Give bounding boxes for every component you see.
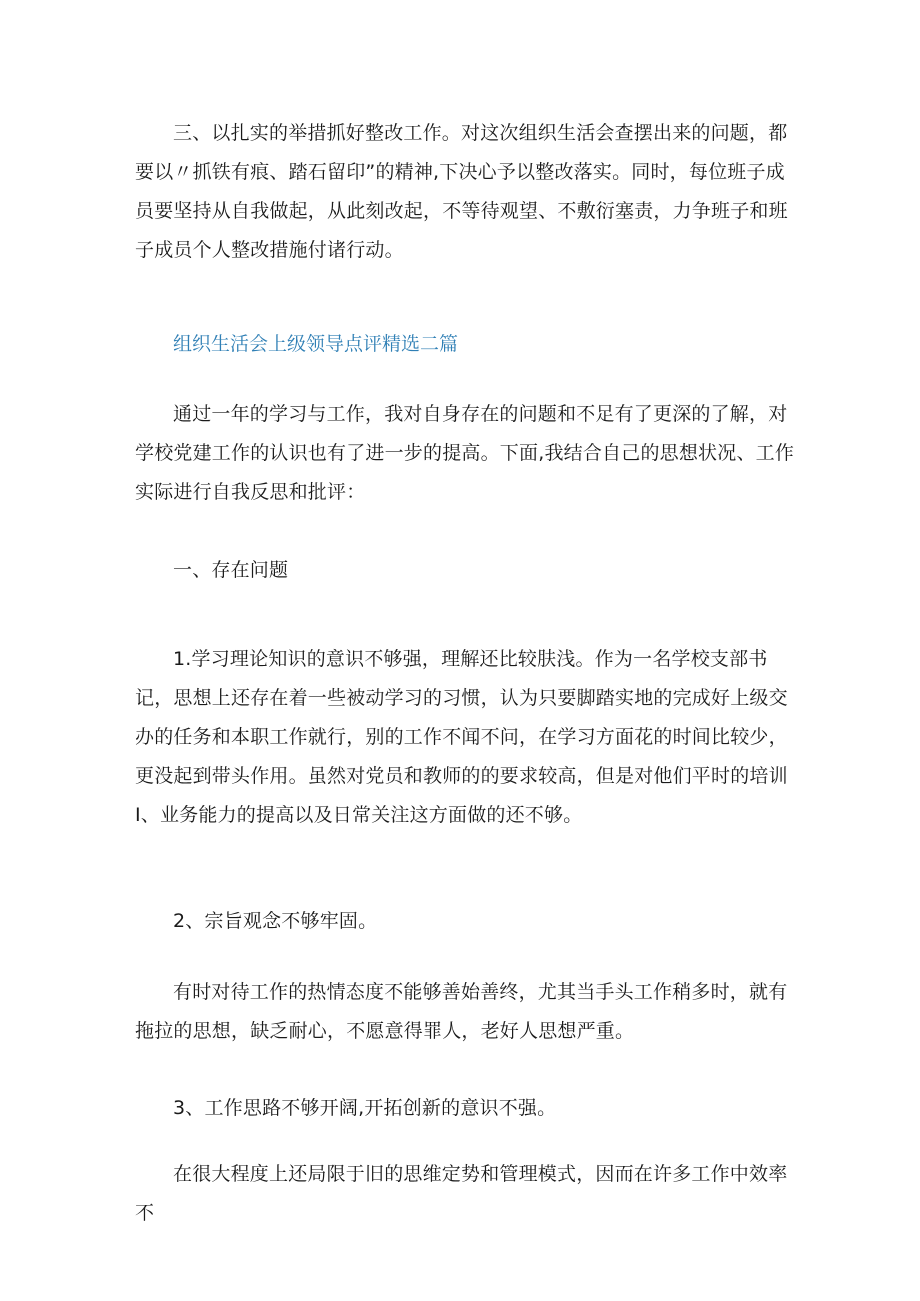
section-title-link[interactable]: 组织生活会上级领导点评精选二篇 <box>173 333 459 355</box>
paragraph-self-reflection-intro: 通过一年的学习与工作，我对自身存在的问题和不足有了更深的了解，对学校党建工作的认识也有了进一步的提高。下面,我结合自己的思想状况、工作实际进行自我反思和批评： <box>135 403 795 503</box>
paragraph-old-thinking-patterns: 在很大程度上还局限于旧的思维定势和管理模式，因而在许多工作中效率不 <box>135 1163 788 1224</box>
paragraph-study-awareness: 1.学习理论知识的意识不够强，理解还比较肤浅。作为一名学校支部书记，思想上还存在着一些被动学习的习惯，认为只要脚踏实地的完成好上级交办的任务和本职工作就行，别的工作不闻不问，在学习方面花的时间比较少，更没起到带头作用。虽然对党员和教师的的要求较高，但是对他们平时的培训I、业务能力的提高以及日常关注这方面做的还不够。 <box>135 648 788 826</box>
heading-existing-problems: 一、存在问题 <box>173 559 289 581</box>
paragraph-rectification-measures: 三、以扎实的举措抓好整改工作。对这次组织生活会查摆出来的问题，都要以〃抓铁有痕、踏石留印”的精神,下决心予以整改落实。同时，每位班子成员要坚持从自我做起，从此刻改起，不等待观望、不敷衍塞责，力争班子和班子成员个人整改措施付诸行动。 <box>135 122 788 261</box>
heading-work-thinking: 3、工作思路不够开阔,开拓创新的意识不强。 <box>173 1097 557 1119</box>
paragraph-work-attitude: 有时对待工作的热情态度不能够善始善终，尤其当手头工作稍多时，就有拖拉的思想，缺乏耐心，不愿意得罪人，老好人思想严重。 <box>135 981 788 1042</box>
heading-purpose-concept: 2、宗旨观念不够牢固。 <box>173 910 378 932</box>
